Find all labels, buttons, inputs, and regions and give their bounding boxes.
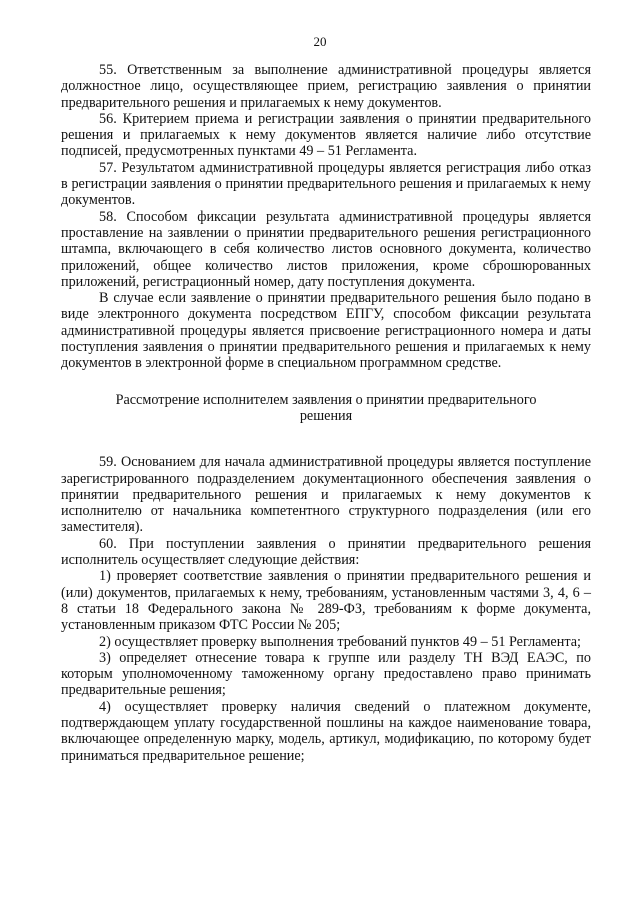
paragraph-58-electronic: В случае если заявление о принятии предварительного решения было подано в виде электронного документа посредством ЕПГУ, способом фиксации результата административной процедуры является присвоение регистрационного номера и даты поступления заявления о принятии предварительного решения и прилагаемых к нему документов в электронной форме в специальном программном средстве.	[61, 290, 591, 372]
paragraph-55: 55. Ответственным за выполнение административной процедуры является должностное лицо, осуществляющее прием, регистрацию заявления о принятии предварительного решения и прилагаемых к нему документов.	[61, 62, 591, 111]
paragraph-58: 58. Способом фиксации результата административной процедуры является проставление на заявлении о принятии предварительного решения регистрационного штампа, включающего в себя количество листов основного документа, количество приложений, общее количество листов приложения, кроме сброшюрованных приложений, регистрационный номер, дату поступления документа.	[61, 208, 591, 290]
document-text	[61, 62, 591, 764]
list-item-4: 4) осуществляет проверку наличия сведений о платежном документе, подтверждающем уплату государственной пошлины на каждое наименование товара, включающее определенную марку, модель, артикул, модификацию, по которому будет приниматься предварительное решение;	[61, 698, 591, 764]
paragraph-57: 57. Результатом административной процедуры является регистрация либо отказ в регистрации заявления о принятии предварительного решения и прилагаемых к нему документов.	[61, 159, 591, 209]
paragraph-60: 60. При поступлении заявления о принятии предварительного решения исполнитель осуществляет следующие действия:	[61, 535, 591, 569]
section-heading: Рассмотрение исполнителем заявления о принятии предварительного решения	[115, 391, 537, 424]
list-item-2: 2) осуществляет проверку выполнения требований пунктов 49 – 51 Регламента;	[99, 633, 581, 650]
page-number: 20	[313, 34, 327, 49]
list-item-1: 1) проверяет соответствие заявления о принятии предварительного решения и (или) документов, прилагаемых к нему, требованиям, установленным частями 3, 4, 6 – 8 статьи 18 Федерального закона № 289-ФЗ, требованиям к форме документа, установленным приказом ФТС России № 205;	[61, 568, 591, 634]
paragraph-56: 56. Критерием приема и регистрации заявления о принятии предварительного решения и прилагаемых к нему документов является наличие либо отсутствие подписей, предусмотренных пунктами 49 – 51 Регламента.	[61, 110, 591, 160]
list-item-3: 3) определяет отнесение товара к группе или разделу ТН ВЭД ЕАЭС, по которым уполномоченному таможенному органу предоставлено право принимать предварительные решения;	[61, 649, 591, 699]
paragraph-59: 59. Основанием для начала административной процедуры является поступление зарегистрированного подразделением документационного обеспечения заявления о принятии предварительного решения и прилагаемых к нему документов к исполнителю от начальника компетентного структурного подразделения (или его заместителя).	[61, 454, 591, 536]
